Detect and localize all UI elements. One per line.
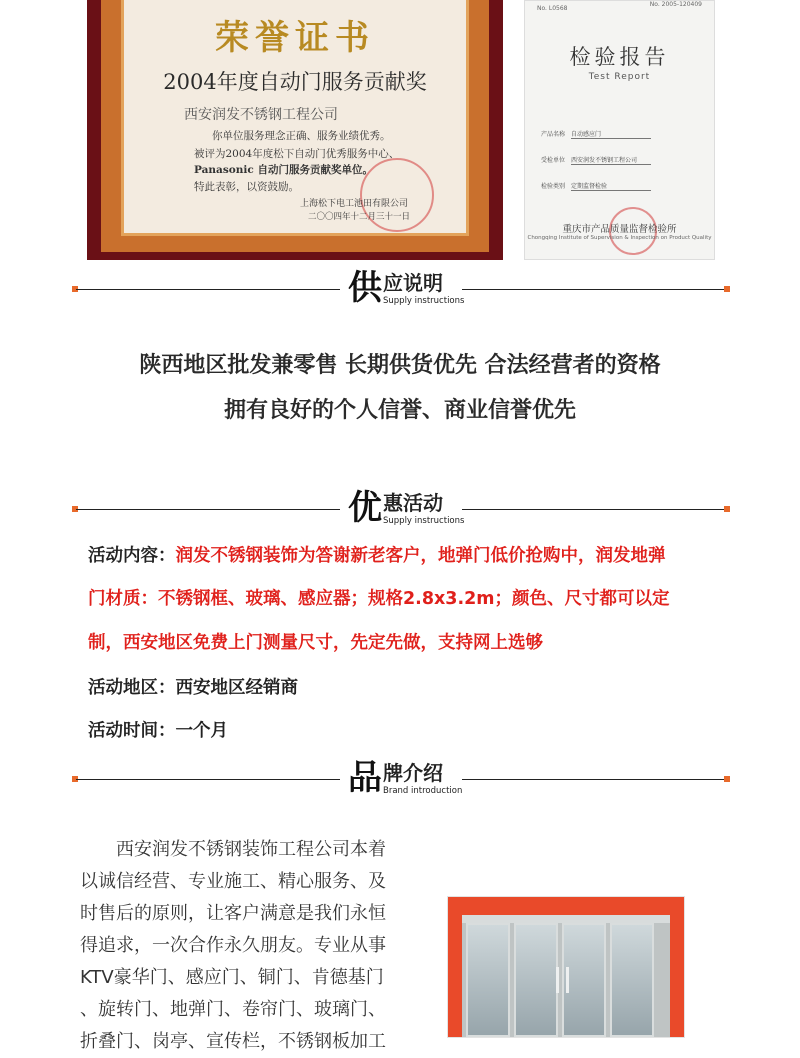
section-title: 惠活动: [383, 491, 443, 515]
brand-description: [80, 834, 402, 1058]
header-divider: [462, 289, 726, 290]
section-header-brand: [72, 760, 730, 800]
report-client-row: [541, 155, 651, 165]
honor-certificate-image: [87, 0, 503, 260]
report-number: No. L0568: [537, 5, 568, 12]
promo-area-label: 活动地区：: [88, 678, 176, 698]
glass-panel: [466, 923, 510, 1037]
report-type-row: [541, 181, 651, 191]
brand-text-line: 时售后的原则，让客户满意是我们永恒: [80, 903, 386, 924]
glass-door-photo: [447, 896, 685, 1038]
certificate-line: 被评为2004年度松下自动门优秀服务中心、: [194, 148, 400, 160]
header-dot: [724, 776, 730, 782]
header-divider: [462, 509, 726, 510]
promo-time-line: [88, 717, 228, 742]
promo-area-line: [88, 674, 298, 699]
report-organization-en: Chongqing Institute of Supervision & Inspection on Product Quality: [527, 235, 712, 241]
report-product-label: 产品名称: [541, 131, 566, 138]
report-type-value: 定期监督检验: [571, 181, 651, 191]
section-title-initial: 供: [348, 268, 382, 308]
glass-panel: [514, 923, 558, 1037]
brand-text-line: KTV豪华门、感应门、铜门、肯德基门: [80, 967, 384, 988]
certificate-title: 荣誉证书: [215, 18, 375, 58]
brand-text-line: 折叠门、岗亭、宣传栏，不锈钢板加工: [80, 1031, 386, 1052]
section-subtitle-en: Supply instructions: [383, 516, 465, 526]
section-header-supply: [72, 270, 730, 310]
report-number-2: No. 2005-120409: [649, 1, 702, 8]
header-dot: [724, 286, 730, 292]
report-client-value: 西安润发不锈钢工程公司: [571, 155, 651, 165]
promo-content-line: [88, 542, 666, 567]
header-divider: [462, 779, 726, 780]
certificate-award: 2004年度自动门服务贡献奖: [163, 70, 427, 94]
promo-content-label: 活动内容：: [88, 546, 176, 566]
certificate-line: Panasonic 自动门服务贡献奖单位。: [194, 164, 373, 176]
promo-time-value: 一个月: [175, 721, 228, 741]
test-report-image: [524, 0, 715, 260]
section-subtitle-en: Supply instructions: [383, 296, 465, 306]
brand-text-line: 西安润发不锈钢装饰工程公司本着: [80, 839, 386, 860]
certificate-line: 特此表彰，以资鼓励。: [194, 181, 299, 193]
header-divider: [76, 779, 340, 780]
report-organization: 重庆市产品质量监督检验所: [562, 224, 677, 235]
section-title-initial: 品: [348, 758, 382, 798]
section-header-promotion: [72, 490, 730, 530]
header-divider: [76, 509, 340, 510]
brand-text-line: 得追求，一次合作永久朋友。专业从事: [80, 935, 386, 956]
header-divider: [76, 289, 340, 290]
certificate-company: 西安润发不锈钢工程公司: [184, 107, 338, 123]
report-type-label: 检验类别: [541, 183, 566, 190]
promo-content-line: [88, 585, 670, 610]
promo-area-value: 西安地区经销商: [175, 678, 298, 698]
section-subtitle-en: Brand introduction: [383, 786, 463, 796]
supply-text-line: 拥有良好的个人信誉、商业信誉优先: [223, 398, 576, 423]
report-product-row: [541, 129, 651, 139]
section-title: 牌介绍: [383, 761, 443, 785]
report-product-value: 自动感应门: [571, 129, 651, 139]
report-subtitle: Test Report: [588, 72, 651, 82]
certificate-date: 二〇〇四年十二月三十一日: [307, 212, 410, 222]
supply-text-line: 陕西地区批发兼零售 长期供货优先 合法经营者的资格: [139, 353, 661, 378]
header-dot: [724, 506, 730, 512]
door-handle: [556, 967, 559, 993]
glass-panel: [610, 923, 654, 1037]
promo-content-line: [88, 629, 543, 654]
report-title: 检验报告: [569, 45, 670, 69]
certificate-line: 你单位服务理念正确、服务业绩优秀。: [212, 130, 391, 142]
section-title: 应说明: [383, 271, 443, 295]
promo-content-text: 制，西安地区免费上门测量尺寸，先定先做，支持网上选够: [88, 633, 543, 653]
door-top-bar: [462, 915, 670, 923]
door-handle: [566, 967, 569, 993]
brand-text-line: 以诚信经营、专业施工、精心服务、及: [80, 871, 386, 892]
brand-text-line: 、旋转门、地弹门、卷帘门、玻璃门、: [80, 999, 386, 1020]
certificate-issuer: 上海松下电工池田有限公司: [299, 199, 408, 209]
report-client-label: 受检单位: [541, 157, 566, 164]
section-title-initial: 优: [348, 488, 382, 528]
promo-content-text: 润发不锈钢装饰为答谢新老客户，地弹门低价抢购中，润发地弹: [175, 546, 666, 566]
promo-time-label: 活动时间：: [88, 721, 176, 741]
promo-content-text: 门材质：不锈钢框、玻璃、感应器；规格2.8x3.2m；颜色、尺寸都可以定: [88, 589, 670, 609]
